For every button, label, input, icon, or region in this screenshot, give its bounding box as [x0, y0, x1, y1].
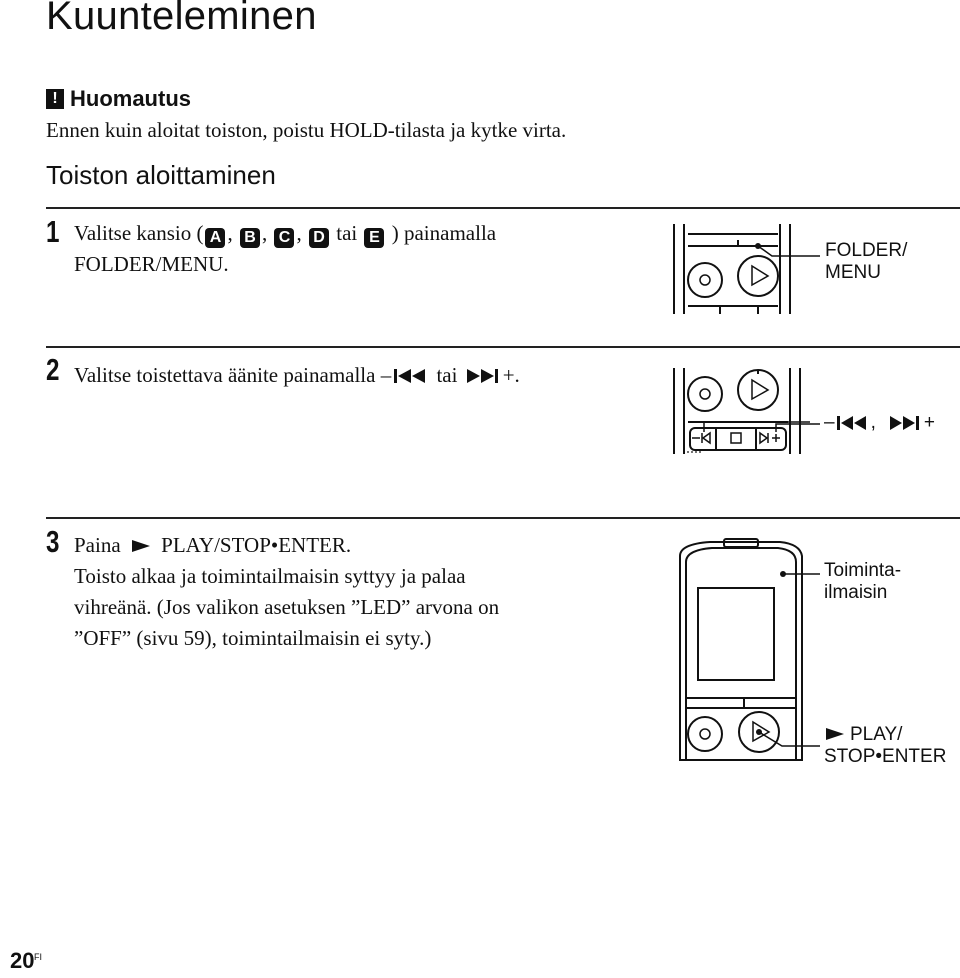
step-3-play-stop-enter: PLAY/STOP•ENTER. — [161, 533, 352, 557]
step-1-text-b: ) painamalla — [391, 221, 497, 245]
step-3-body-line-1: Toisto alkaa ja toimintailmaisin syttyy ja palaa — [74, 564, 466, 588]
skip-label-plus: + — [923, 412, 935, 433]
step-1-number: 1 — [46, 214, 60, 249]
step-2-text-b: +. — [502, 363, 520, 387]
sep: , — [296, 221, 302, 245]
step-1-rule — [46, 207, 960, 209]
folder-menu-label-line-2: MENU — [825, 262, 881, 283]
page-language: FI — [34, 952, 42, 962]
step-3-text — [74, 530, 499, 654]
play-label-icon — [824, 726, 846, 742]
play-stop-enter-label — [824, 724, 946, 768]
step-3-rule — [46, 517, 960, 519]
folder-c-icon: C — [274, 228, 294, 248]
step-3-paina: Paina — [74, 533, 121, 557]
play-label-line-1 — [824, 724, 946, 746]
step-2-text-a: Valitse toistettava äänite painamalla – — [74, 363, 392, 387]
step-3-body-line-3: ”OFF” (sivu 59), toimintailmaisin ei syty.) — [74, 626, 432, 650]
note-text: Ennen kuin aloitat toiston, poistu HOLD-tilasta ja kytke virta. — [46, 118, 567, 142]
play-icon — [130, 538, 152, 554]
folder-e-icon: E — [364, 228, 384, 248]
play-label-text-1: PLAY/ — [850, 724, 903, 745]
step-2-rule — [46, 346, 960, 348]
note-heading-label: Huomautus — [70, 86, 191, 111]
next-track-icon — [465, 367, 501, 385]
step-3-line-1 — [74, 530, 499, 561]
step-2-text — [74, 360, 520, 391]
play-label-line-2: STOP•ENTER — [824, 746, 947, 767]
step-1-text-a: Valitse kansio ( — [74, 221, 204, 245]
note-icon: ! — [46, 89, 64, 109]
step-1-line-2: FOLDER/MENU. — [74, 252, 229, 276]
skip-label-minus: – — [824, 412, 835, 433]
step-3-body-line-2: vihreänä. (Jos valikon asetuksen ”LED” arvona on — [74, 595, 500, 619]
step-1-text — [74, 218, 496, 280]
page-title: Kuunteleminen — [46, 0, 317, 38]
indicator-label-line-2: ilmaisin — [824, 582, 888, 603]
folder-a-icon: A — [205, 228, 225, 248]
tai-text: tai — [436, 363, 458, 387]
skip-label-sep: , — [870, 412, 876, 433]
tai-text: tai — [336, 221, 358, 245]
page-number: 20 — [10, 948, 35, 973]
folder-b-icon: B — [240, 228, 260, 248]
indicator-label-line-1: Toiminta- — [824, 560, 902, 581]
previous-track-icon — [393, 367, 429, 385]
sep: , — [227, 221, 233, 245]
folder-d-icon: D — [309, 228, 329, 248]
step-1-line-1 — [74, 218, 496, 249]
device-diagram-folder-menu — [660, 222, 820, 318]
section-heading: Toiston aloittaminen — [46, 160, 276, 190]
skip-label — [824, 412, 935, 434]
step-3-number: 3 — [46, 524, 60, 559]
indicator-label — [824, 560, 901, 604]
folder-menu-label — [825, 240, 907, 284]
note-heading — [46, 86, 191, 112]
folder-menu-label-line-1: FOLDER/ — [825, 240, 908, 261]
sep: , — [261, 221, 268, 245]
next-track-label-icon — [888, 415, 922, 431]
previous-track-label-icon — [836, 415, 870, 431]
step-2-number: 2 — [46, 352, 60, 387]
